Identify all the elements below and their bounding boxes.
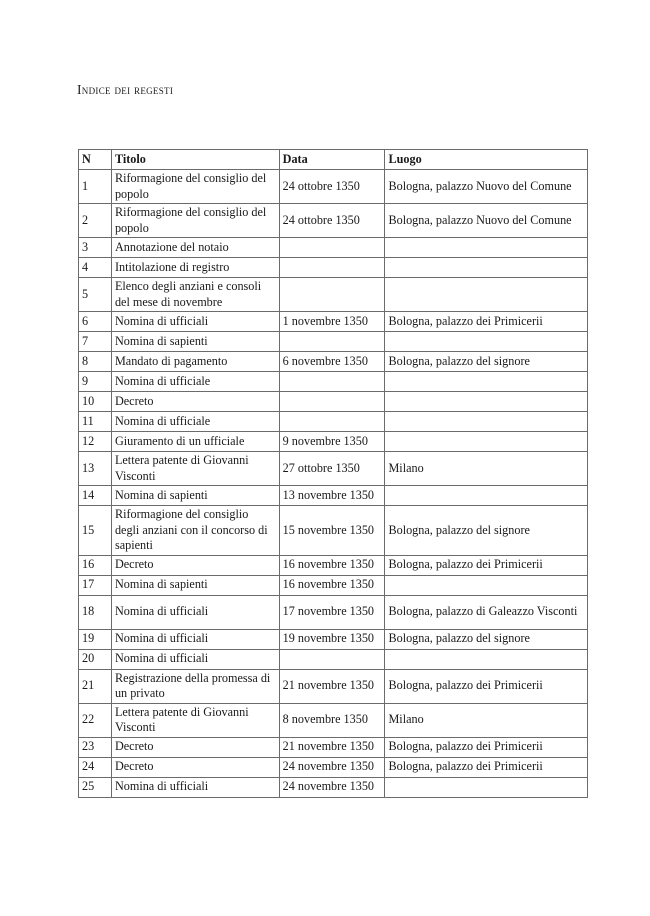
cell-luogo: Bologna, palazzo del signore bbox=[385, 506, 588, 556]
cell-n: 6 bbox=[79, 312, 112, 332]
table-row bbox=[79, 649, 588, 669]
cell-n: 1 bbox=[79, 170, 112, 204]
cell-data: 1 novembre 1350 bbox=[279, 312, 385, 332]
cell-luogo bbox=[385, 238, 588, 258]
cell-data bbox=[279, 332, 385, 352]
table-row bbox=[79, 392, 588, 412]
cell-data: 17 novembre 1350 bbox=[279, 595, 385, 629]
cell-n: 16 bbox=[79, 555, 112, 575]
cell-data: 9 novembre 1350 bbox=[279, 432, 385, 452]
cell-luogo: Bologna, palazzo del signore bbox=[385, 352, 588, 372]
cell-titolo: Nomina di ufficiali bbox=[111, 777, 279, 797]
cell-titolo: Decreto bbox=[111, 737, 279, 757]
cell-n: 20 bbox=[79, 649, 112, 669]
cell-n: 5 bbox=[79, 278, 112, 312]
cell-luogo: Bologna, palazzo dei Primicerii bbox=[385, 312, 588, 332]
cell-titolo: Riformagione del consiglio del popolo bbox=[111, 170, 279, 204]
cell-luogo: Bologna, palazzo Nuovo del Comune bbox=[385, 204, 588, 238]
table-row bbox=[79, 629, 588, 649]
cell-data bbox=[279, 372, 385, 392]
cell-n: 3 bbox=[79, 238, 112, 258]
cell-n: 18 bbox=[79, 595, 112, 629]
cell-titolo: Riformagione del consiglio del popolo bbox=[111, 204, 279, 238]
cell-n: 23 bbox=[79, 737, 112, 757]
cell-data bbox=[279, 649, 385, 669]
cell-n: 22 bbox=[79, 703, 112, 737]
cell-data: 13 novembre 1350 bbox=[279, 486, 385, 506]
cell-data: 24 ottobre 1350 bbox=[279, 204, 385, 238]
cell-titolo: Elenco degli anziani e consoli del mese di novembre bbox=[111, 278, 279, 312]
header-titolo: Titolo bbox=[111, 150, 279, 170]
cell-luogo bbox=[385, 412, 588, 432]
cell-luogo: Bologna, palazzo dei Primicerii bbox=[385, 669, 588, 703]
cell-n: 19 bbox=[79, 629, 112, 649]
cell-data bbox=[279, 278, 385, 312]
cell-data: 21 novembre 1350 bbox=[279, 737, 385, 757]
cell-luogo bbox=[385, 392, 588, 412]
table-row bbox=[79, 432, 588, 452]
cell-data: 27 ottobre 1350 bbox=[279, 452, 385, 486]
cell-luogo: Milano bbox=[385, 703, 588, 737]
table-row bbox=[79, 258, 588, 278]
cell-titolo: Nomina di ufficiali bbox=[111, 595, 279, 629]
table-row bbox=[79, 757, 588, 777]
cell-data: 16 novembre 1350 bbox=[279, 555, 385, 575]
cell-titolo: Decreto bbox=[111, 555, 279, 575]
cell-n: 15 bbox=[79, 506, 112, 556]
cell-n: 9 bbox=[79, 372, 112, 392]
cell-titolo: Lettera patente di Giovanni Visconti bbox=[111, 452, 279, 486]
cell-n: 11 bbox=[79, 412, 112, 432]
table-row bbox=[79, 506, 588, 556]
table-row bbox=[79, 575, 588, 595]
cell-luogo bbox=[385, 372, 588, 392]
table-row bbox=[79, 777, 588, 797]
regesti-table bbox=[78, 149, 588, 798]
cell-n: 12 bbox=[79, 432, 112, 452]
cell-data bbox=[279, 392, 385, 412]
cell-luogo: Bologna, palazzo dei Primicerii bbox=[385, 737, 588, 757]
page-title: Indice dei regesti bbox=[77, 82, 174, 97]
cell-luogo: Bologna, palazzo Nuovo del Comune bbox=[385, 170, 588, 204]
cell-titolo: Decreto bbox=[111, 757, 279, 777]
cell-luogo bbox=[385, 777, 588, 797]
cell-n: 7 bbox=[79, 332, 112, 352]
cell-titolo: Intitolazione di registro bbox=[111, 258, 279, 278]
cell-data: 24 ottobre 1350 bbox=[279, 170, 385, 204]
cell-titolo: Nomina di sapienti bbox=[111, 332, 279, 352]
cell-luogo bbox=[385, 649, 588, 669]
cell-titolo: Nomina di sapienti bbox=[111, 486, 279, 506]
cell-data: 15 novembre 1350 bbox=[279, 506, 385, 556]
cell-luogo bbox=[385, 432, 588, 452]
table-row bbox=[79, 204, 588, 238]
cell-titolo: Riformagione del consiglio degli anziani con il concorso di sapienti bbox=[111, 506, 279, 556]
table-row bbox=[79, 669, 588, 703]
table-row bbox=[79, 170, 588, 204]
cell-luogo bbox=[385, 332, 588, 352]
cell-n: 10 bbox=[79, 392, 112, 412]
cell-titolo: Mandato di pagamento bbox=[111, 352, 279, 372]
cell-luogo: Bologna, palazzo del signore bbox=[385, 629, 588, 649]
cell-luogo bbox=[385, 258, 588, 278]
cell-titolo: Decreto bbox=[111, 392, 279, 412]
cell-n: 13 bbox=[79, 452, 112, 486]
cell-data: 21 novembre 1350 bbox=[279, 669, 385, 703]
cell-data: 8 novembre 1350 bbox=[279, 703, 385, 737]
table-row bbox=[79, 486, 588, 506]
cell-data bbox=[279, 258, 385, 278]
table-row bbox=[79, 352, 588, 372]
table-row bbox=[79, 452, 588, 486]
cell-n: 25 bbox=[79, 777, 112, 797]
cell-titolo: Registrazione della promessa di un privato bbox=[111, 669, 279, 703]
cell-data: 24 novembre 1350 bbox=[279, 757, 385, 777]
cell-luogo: Bologna, palazzo dei Primicerii bbox=[385, 555, 588, 575]
table-header-row bbox=[79, 150, 588, 170]
cell-luogo bbox=[385, 278, 588, 312]
cell-data bbox=[279, 238, 385, 258]
cell-titolo: Nomina di sapienti bbox=[111, 575, 279, 595]
table-body bbox=[79, 170, 588, 798]
cell-titolo: Nomina di ufficiali bbox=[111, 629, 279, 649]
table-row bbox=[79, 412, 588, 432]
table-row bbox=[79, 278, 588, 312]
cell-titolo: Nomina di ufficiale bbox=[111, 372, 279, 392]
header-luogo: Luogo bbox=[385, 150, 588, 170]
cell-titolo: Giuramento di un ufficiale bbox=[111, 432, 279, 452]
cell-data bbox=[279, 412, 385, 432]
cell-n: 24 bbox=[79, 757, 112, 777]
table-row bbox=[79, 372, 588, 392]
cell-titolo: Lettera patente di Giovanni Visconti bbox=[111, 703, 279, 737]
cell-n: 2 bbox=[79, 204, 112, 238]
cell-titolo: Nomina di ufficiali bbox=[111, 312, 279, 332]
cell-data: 16 novembre 1350 bbox=[279, 575, 385, 595]
cell-data: 6 novembre 1350 bbox=[279, 352, 385, 372]
table-row bbox=[79, 555, 588, 575]
table-row bbox=[79, 332, 588, 352]
cell-titolo: Nomina di ufficiali bbox=[111, 649, 279, 669]
table-row bbox=[79, 703, 588, 737]
cell-data: 19 novembre 1350 bbox=[279, 629, 385, 649]
table-row bbox=[79, 595, 588, 629]
cell-luogo bbox=[385, 486, 588, 506]
table-row bbox=[79, 238, 588, 258]
header-n: N bbox=[79, 150, 112, 170]
cell-luogo bbox=[385, 575, 588, 595]
cell-titolo: Nomina di ufficiale bbox=[111, 412, 279, 432]
cell-luogo: Bologna, palazzo di Galeazzo Visconti bbox=[385, 595, 588, 629]
cell-n: 21 bbox=[79, 669, 112, 703]
cell-n: 8 bbox=[79, 352, 112, 372]
table-row bbox=[79, 737, 588, 757]
cell-titolo: Annotazione del notaio bbox=[111, 238, 279, 258]
cell-n: 14 bbox=[79, 486, 112, 506]
cell-n: 4 bbox=[79, 258, 112, 278]
table-row bbox=[79, 312, 588, 332]
header-data: Data bbox=[279, 150, 385, 170]
cell-n: 17 bbox=[79, 575, 112, 595]
cell-luogo: Bologna, palazzo dei Primicerii bbox=[385, 757, 588, 777]
cell-data: 24 novembre 1350 bbox=[279, 777, 385, 797]
cell-luogo: Milano bbox=[385, 452, 588, 486]
